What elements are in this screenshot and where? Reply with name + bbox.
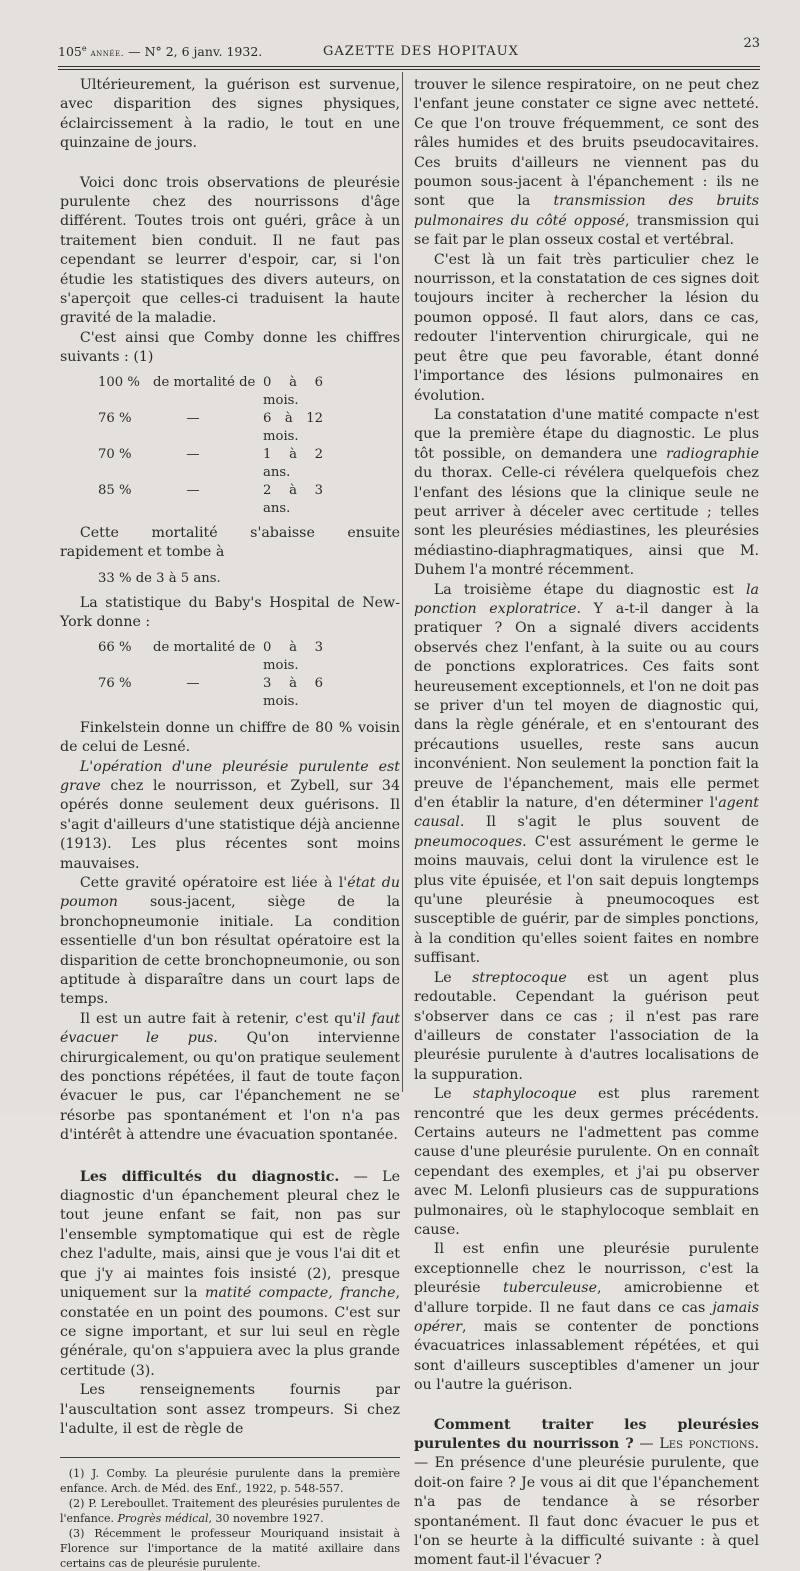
- table-row: [98, 374, 400, 410]
- issue-info: 105e année. — N° 2, 6 janv. 1932.: [58, 44, 263, 60]
- running-header: [58, 36, 760, 64]
- paragraph: La troisième étape du diagnostic est la ponction exploratrice. Y a-t-il danger à la pratiquer ? On a signalé divers accidents observés chez l'enfant, à la suite ou au cours de ponctions exploratrices. Ces faits sont heureusement exceptionnels, et l'on ne doit pas se priver d'un tel moyen de diagnostic qui, dans la règle générale, et en s'entourant des précautions usuelles, reste sans aucun inconvénient. Non seulement la ponction fait la preuve de l'épanchement, mais elle permet d'en établir la nature, d'en déterminer l'agent causal. Il s'agit le plus souvent de pneumocoques. C'est assurément le germe le moins mauvais, celui dont la virulence est le plus vite épuisée, et l'on sait depuis longtemps qu'une pleurésie à pneumocoques est susceptible de guérir, par de simples ponctions, à la condition qu'elles soient faites en nombre suffisant.: [414, 581, 760, 967]
- paragraph: C'est là un fait très particulier chez le nourrisson, et la constatation de ces signes doit toujours inciter à rechercher la lésion du poumon opposé. Il faut alors, dans ce cas, redouter l'intervention chirurgicale, qui ne peut être que peu favorable, étant donné l'importance des lésions pulmonaires en évolution.: [414, 251, 759, 404]
- table-cell: 76 %: [98, 410, 132, 426]
- paragraph: La statistique du Baby's Hospital de New-York donne :: [60, 594, 400, 631]
- table-cell: 1 à 2 ans.: [263, 446, 323, 480]
- table-cell: —: [186, 482, 200, 498]
- right-column: [414, 76, 759, 1571]
- paragraph: Voici donc trois observations de pleurésie purulente chez des nourrissons d'âge différent. Toutes trois ont guéri, grâce à un traitement bien conduit. Il ne faut pas cependant se leurrer d'espoir, car, si l'on étudie les statistiques des divers auteurs, on s'aperçoit que celles-ci traduisent la haute gravité de la maladie.: [60, 174, 400, 327]
- section-heading: Les difficultés du diagnostic.: [79, 1168, 340, 1185]
- table-cell: 0 à 3 mois.: [263, 639, 323, 673]
- paragraph: La constatation d'une matité compacte n'est que la première étape du diagnostic. Le plus tôt possible, on demandera une radiographie du thorax. Celle-ci révélera quelquefois chez l'enfant des lésions que la clinique seule ne peut arriver à déceler avec certitude ; telles sont les pleurésies médiastines, les pleurésies médiastino-diaphragmatiques, ainsi que M. Duhem l'a montré récemment.: [414, 406, 759, 579]
- table-row: [98, 410, 400, 446]
- footnote-rule: [60, 1457, 400, 1458]
- table-cell: 85 %: [98, 482, 132, 498]
- paragraph: L'opération d'une pleurésie purulente est grave chez le nourrisson, et Zybell, sur 34 opérés donne seulement deux guérisons. Il s'agit d'ailleurs d'une statistique déjà ancienne (1913). Les plus récentes sont moins mauvaises.: [60, 758, 400, 872]
- mortality-table-babys-hospital: [98, 639, 400, 711]
- paragraph: 33 % de 3 à 5 ans.: [98, 570, 221, 586]
- table-row: [98, 675, 400, 711]
- paragraph: Ultérieurement, la guérison est survenue, avec disparition des signes physiques, éclaircissement à la radio, le tout en une quinzaine de jours.: [60, 77, 400, 152]
- mortality-table-comby: [98, 374, 400, 518]
- table-cell: 3 à 6 mois.: [263, 675, 323, 709]
- journal-title: GAZETTE DES HOPITAUX: [323, 44, 519, 59]
- table-cell: 76 %: [98, 675, 132, 691]
- paragraph: Finkelstein donne un chiffre de 80 % voisin de celui de Lesné.: [60, 719, 400, 756]
- section-paragraph: Comment traiter les pleurésies purulentes du nourrisson ? — Les ponctions. — En présence d'une pleurésie purulente, que doit-on faire ? Je vous ai dit que l'épanchement n'a pas de tendance à se résorber spontanément. Il faut donc évacuer le pus et l'on se heurte à la difficulté suivante : à quel moment faut-il l'évacuer ?: [414, 1416, 759, 1569]
- paragraph: Le staphylocoque est plus rarement rencontré que les deux germes précédents. Certains auteurs ne l'admettent pas comme cause d'une pleurésie purulente. On en connaît cependant des exemples, et j'ai pu observer avec M. Lelonfi plusieurs cas de suppurations pulmonaires, où le staphylocoque semblait en cause.: [414, 1086, 759, 1238]
- footnote: (1) J. Comby. La pleurésie purulente dans la première enfance. Arch. de Méd. des Enf., 1922, p. 548-557.: [60, 1467, 400, 1496]
- table-cell: de mortalité de: [153, 639, 256, 655]
- table-cell: —: [186, 675, 200, 691]
- table-row: [98, 639, 400, 675]
- section-paragraph: Les difficultés du diagnostic. — Le diagnostic d'un épanchement pleural chez le tout jeune enfant se fait, non pas sur l'ensemble symptomatique qui est de règle chez l'adulte, mais, ainsi que je vous l'ai dit et que j'y ai maintes fois insisté (2), presque uniquement sur la matité compacte, franche, constatée en un point des poumons. C'est sur ce signe important, et sur lui seul en règle générale, qu'on s'appuiera avec la plus grande certitude (3).: [60, 1168, 400, 1379]
- table-cell: 70 %: [98, 446, 132, 462]
- paragraph: Les renseignements fournis par l'auscultation sont assez trompeurs. Si chez l'adulte, il est de règle de: [60, 1382, 400, 1437]
- header-rule: [58, 66, 760, 67]
- table-cell: 66 %: [98, 639, 132, 655]
- table-cell: —: [186, 446, 200, 462]
- table-cell: —: [186, 410, 200, 426]
- table-cell: 100 %: [98, 374, 140, 390]
- paragraph: Le streptocoque est un agent plus redoutable. Cependant la guérison peut s'observer dans ce cas ; il n'est pas rare d'ailleurs de constater l'association de la pleurésie purulente à d'autres localisations de la suppuration.: [414, 969, 759, 1083]
- footnote: (3) Récemment le professeur Mouriquand insistait à Florence sur l'importance de la matité axillaire dans certains cas de pleurésie purulente.: [60, 1527, 400, 1571]
- paragraph: Il est enfin une pleurésie purulente exceptionnelle chez le nourrisson, c'est la pleurésie tuberculeuse, amicrobienne et d'allure torpide. Il ne faut dans ce cas jamais opérer, mais se contenter de ponctions évacuatrices inlassablement répétées, et qui sont d'ailleurs susceptibles d'amener un jour ou l'autre la guérison.: [414, 1241, 759, 1394]
- page-number: 23: [743, 36, 760, 51]
- section-heading: Comment traiter les pleurésies purulentes du nourrisson ?: [414, 1416, 759, 1453]
- column-divider: [402, 72, 403, 1092]
- table-row: [98, 482, 400, 518]
- table-cell: de mortalité de: [153, 374, 256, 390]
- left-column: [60, 76, 400, 1571]
- paragraph: Cette mortalité s'abaisse ensuite rapidement et tombe à: [60, 524, 400, 561]
- paragraph: C'est ainsi que Comby donne les chiffres suivants : (1): [60, 329, 400, 366]
- paragraph: Il est un autre fait à retenir, c'est qu'il faut évacuer le pus. Qu'on intervienne chirurgicalement, ou qu'on pratique seulement des ponctions répétées, il faut de toute façon évacuer le pus, car l'épanchement ne se résorbe pas spontanément et l'on n'a pas d'intérêt à attendre une évacuation spontanée.: [60, 1010, 401, 1144]
- table-cell: 2 à 3 ans.: [263, 482, 323, 516]
- header-rule-2: [58, 69, 760, 70]
- table-row: [98, 446, 400, 482]
- paragraph: Cette gravité opératoire est liée à l'état du poumon sous-jacent, siège de la bronchopneumonie initiale. La condition essentielle d'un bon résultat opératoire est la disparition de cette bronchopneumonie, ou son aptitude à disparaître dans un court laps de temps.: [60, 874, 400, 1008]
- paragraph: trouver le silence respiratoire, on ne peut chez l'enfant jeune constater ce signe avec netteté. Ce que l'on trouve fréquemment, ce sont des râles humides et des bruits pseudocavitaires. Ces bruits d'ailleurs ne viennent pas du poumon sous-jacent à l'épanchement : ils ne sont que la transmission des bruits pulmonaires du côté opposé, transmission qui se fait par le plan osseux costal et vertébral.: [414, 77, 759, 249]
- table-cell: 6 à 12 mois.: [263, 410, 323, 444]
- table-cell: 0 à 6 mois.: [263, 374, 323, 408]
- footnote: (2) P. Lereboullet. Traitement des pleurésies purulentes de l'enfance. Progrès médical, 30 novembre 1927.: [60, 1497, 400, 1526]
- subsection-heading: Les ponctions.: [659, 1436, 759, 1453]
